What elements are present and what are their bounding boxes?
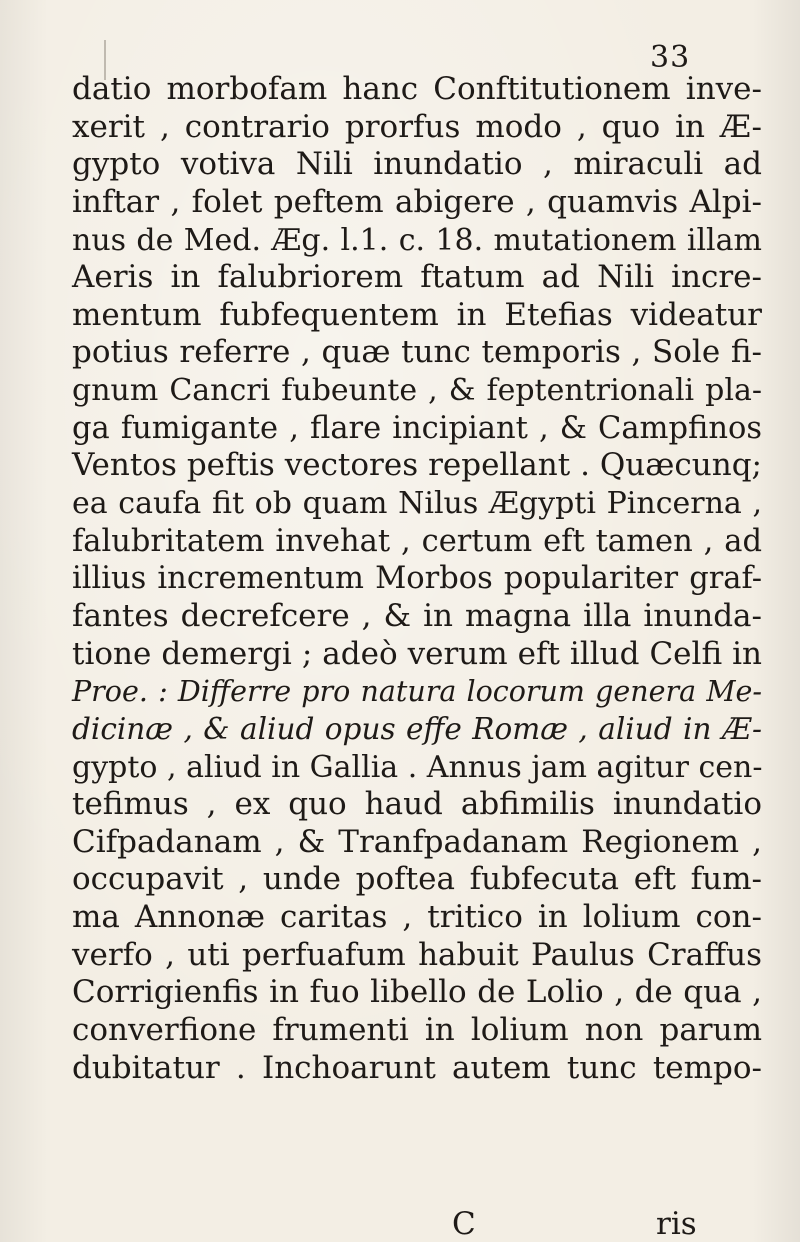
- text-line: dubitatur . Inchoarunt autem tunc tempo-: [72, 1049, 762, 1086]
- text-line: gypto votiva Nili inundatio , miraculi ad: [72, 146, 762, 183]
- text-line: xerit , contrario prorfus modo , quo in Æ-: [72, 108, 762, 145]
- signature-mark: C: [452, 1206, 476, 1242]
- text-line: occupavit , unde poftea fubfecuta eft fum-: [72, 861, 762, 898]
- text-line: converfione frumenti in lolium non parum: [72, 1012, 762, 1049]
- text-line: nus de Med. Æg. l.1. c. 18. mutationem illam: [72, 222, 762, 258]
- text-line: ma Annonæ caritas , tritico in lolium con-: [72, 899, 762, 936]
- text-line: potius referre , quæ tunc temporis , Sole fi-: [72, 334, 762, 371]
- text-line: datio morbofam hanc Conftitutionem inve-: [72, 71, 762, 107]
- text-line: dicinæ , & aliud opus effe Romæ , aliud in Æ-: [72, 711, 762, 746]
- text-line: fantes decrefcere , & in magna illa inunda-: [72, 597, 762, 634]
- text-line: verfo , uti perfuafum habuit Paulus Craffus: [72, 936, 762, 973]
- text-line: ea caufa fit ob quam Nilus Ægypti Pincerna ,: [72, 486, 762, 522]
- text-line: inftar , folet peftem abigere , quamvis Alpi-: [72, 183, 762, 220]
- text-line: tefimus , ex quo haud abfimilis inundatio: [72, 786, 762, 823]
- text-line: mentum fubfequentem in Etefias videatur: [72, 296, 762, 333]
- page-number: 33: [650, 40, 691, 75]
- text-line: Aeris in falubriorem ftatum ad Nili incre-: [72, 259, 762, 296]
- text-line: Corrigienfis in fuo libello de Lolio , de qua ,: [72, 974, 762, 1011]
- text-line: ga fumigante , flare incipiant , & Campfinos: [72, 410, 762, 446]
- text-line: falubritatem invehat , certum eft tamen , ad: [72, 523, 762, 559]
- text-line: Cifpadanam , & Tranfpadanam Regionem ,: [72, 823, 762, 860]
- body-text: [72, 71, 762, 1087]
- text-line: gnum Cancri fubeunte , & feptentrionali pla-: [72, 373, 762, 409]
- text-line: Proe. : Differre pro natura locorum genera Me-: [72, 675, 762, 709]
- text-line: gypto , aliud in Gallia . Annus jam agitur cen-: [72, 749, 763, 785]
- text-line: Ventos peftis vectores repellant . Quæcunq;: [72, 447, 762, 484]
- text-line: tione demergi ; adeò verum eft illud Celfi in: [72, 635, 762, 672]
- catchword: ris: [656, 1206, 697, 1242]
- text-line: illius incrementum Morbos populariter graf-: [72, 561, 762, 597]
